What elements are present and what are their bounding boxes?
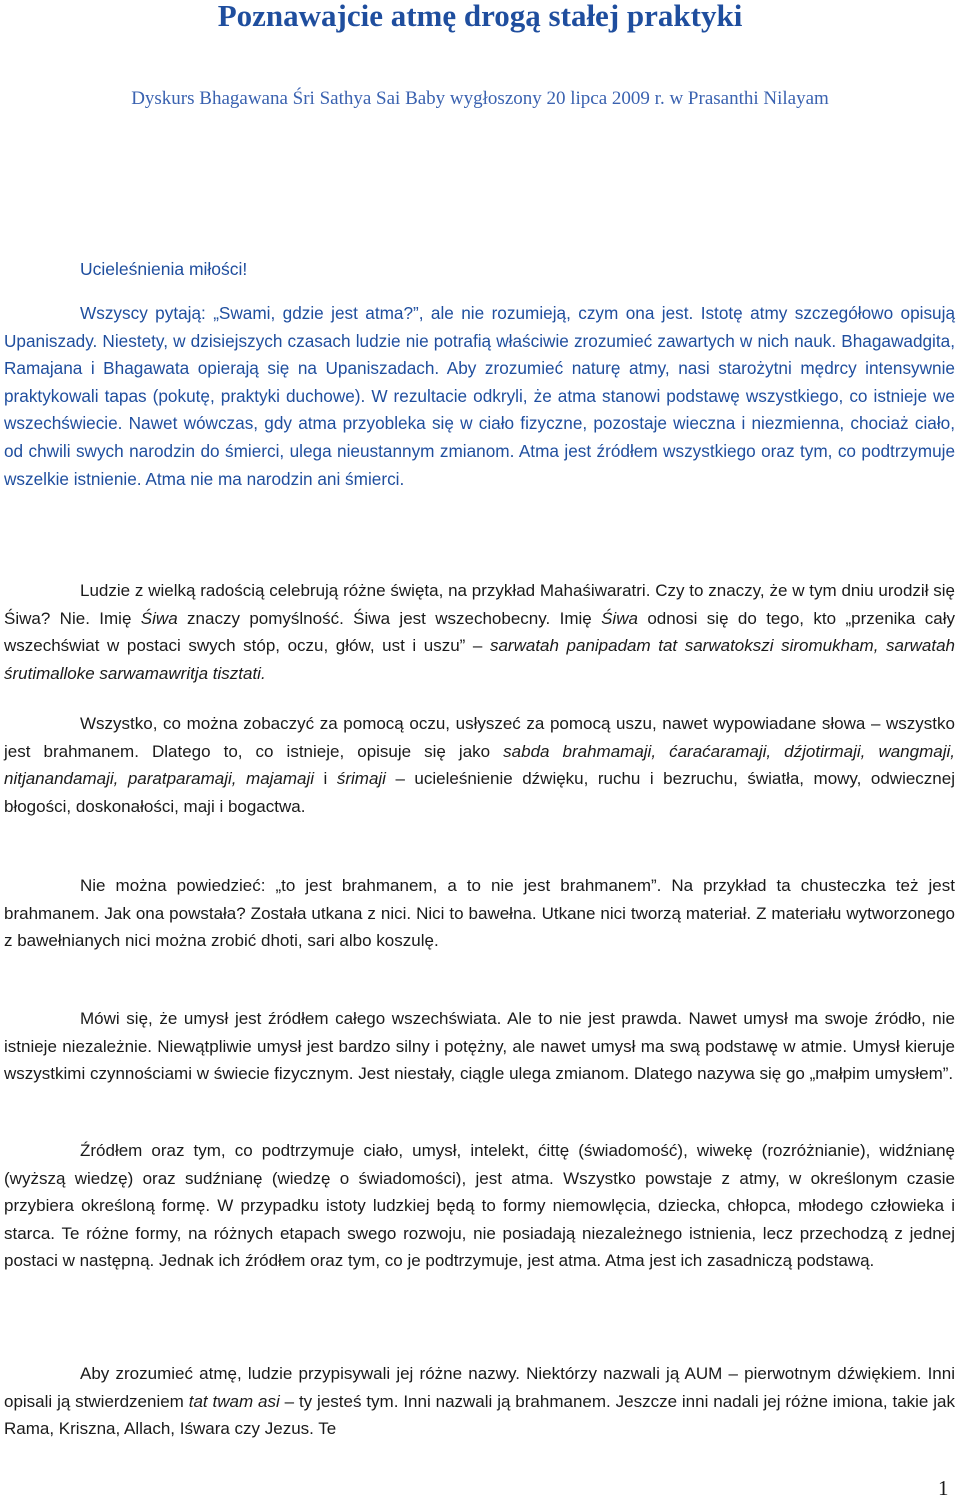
paragraph-3-text-c: – ucieleśnienie dźwięku, ruchu i bezruchu, światła, mowy, odwiecznej błogości, doskonałości, maji i bogactwa. xyxy=(4,769,955,816)
paragraph-5 xyxy=(4,1005,955,1088)
greeting: Ucieleśnienia miłości! xyxy=(80,259,248,279)
paragraph-2-italic-1: Śiwa xyxy=(140,608,178,628)
paragraph-2-text-a: Ludzie z wielką radością celebrują różne święta, na przykład Mahaśiwaratri. Czy to znaczy, że w tym dniu urodził się Śiwa? Nie. Imię xyxy=(4,581,955,628)
paragraph-7 xyxy=(4,1360,955,1443)
paragraph-1 xyxy=(4,300,955,493)
paragraph-2-text-b: znaczy pomyślność. Śiwa jest wszechobecny. Imię xyxy=(177,608,602,628)
paragraph-3-italic-1: sabda brahmamaji, ćaraćaramaji, dźjotirmaji, wangmaji, nitjanandamaji, paratparamaji, majamaji xyxy=(4,741,955,789)
paragraph-4-text: Nie można powiedzieć: „to jest brahmanem, a to nie jest brahmanem”. Na przykład ta chusteczka też jest brahmanem. Jak ona powstała? Została utkana z nici. Nici to bawełna. Utkane nici tworzą materiał. Z materiału wytworzonego z bawełnianych nici można zrobić dhoti, sari albo koszulę. xyxy=(4,876,955,951)
paragraph-2 xyxy=(4,577,955,687)
page-number: 1 xyxy=(938,1476,949,1500)
paragraph-3-text-b: i xyxy=(314,769,337,789)
paragraph-7-text-b: – ty jesteś tym. Inni nazwali ją brahmanem. Jeszcze inni nadali jej różne imiona, takie jak Rama, Kriszna, Allach, Iśwara czy Jezus. Te xyxy=(4,1391,955,1439)
paragraph-7-italic-1: tat twam asi xyxy=(188,1391,280,1411)
paragraph-3-text-a: Wszystko, co można zobaczyć za pomocą oczu, usłyszeć za pomocą uszu, nawet wypowiadane słowa – wszystko jest brahmanem. Dlatego to, co istnieje, opisuje się jako xyxy=(4,714,955,761)
paragraph-6 xyxy=(4,1137,955,1275)
paragraph-4 xyxy=(4,872,955,955)
paragraph-3 xyxy=(4,710,955,820)
page-title: Poznawajcie atmę drogą stałej praktyki xyxy=(217,0,743,33)
paragraph-1-text: Wszyscy pytają: „Swami, gdzie jest atma?”, ale nie rozumieją, czym ona jest. Istotę atmy szczegółowo opisują Upaniszady. Niestety, w dzisiejszych czasach ludzie nie potrafią właściwie zrozumieć zawartych w nich nauk. Bhagawadgita, Ramajana i Bhagawata opierają się na Upaniszadach. Aby zrozumieć naturę atmy, nasi starożytni mędrcy intensywnie praktykowali tapas (pokutę, praktyki duchowe). W rezultacie odkryli, że atma stanowi podstawę wszystkiego, co istnieje we wszechświecie. Nawet wówczas, gdy atma przyobleka się w ciało fizyczne, pozostaje wieczna i niezmienna, chociaż ciało, od chwili swych narodzin do śmierci, ulega nieustannym zmianom. Atma jest źródłem wszystkiego oraz tym, co podtrzymuje wszelkie istnienie. Atma nie ma narodzin ani śmierci. xyxy=(4,303,955,489)
paragraph-2-italic-2: Śiwa xyxy=(601,608,638,628)
paragraph-3-italic-2: śrimaji xyxy=(336,769,386,789)
paragraph-2-text-c: odnosi się do tego, kto „przenika cały wszechświat w postaci swych stóp, oczu, głów, ust i uszu” – xyxy=(4,608,955,656)
subtitle: Dyskurs Bhagawana Śri Sathya Sai Baby wygłoszony 20 lipca 2009 r. w Prasanthi Nilayam xyxy=(131,88,829,109)
paragraph-7-text-a: Aby zrozumieć atmę, ludzie przypisywali jej różne nazwy. Niektórzy nazwali ją AUM – pierwotnym dźwiękiem. Inni opisali ją stwierdzeniem xyxy=(4,1364,955,1411)
paragraph-5-text: Mówi się, że umysł jest źródłem całego wszechświata. Ale to nie jest prawda. Nawet umysł ma swoje źródło, nie istnieje niezależnie. Niewątpliwie umysł jest bardzo silny i potężny, ale nawet umysł ma swą podstawę w atmie. Umysł kieruje wszystkimi czynnościami w świecie fizycznym. Jest niestały, ciągle ulega zmianom. Dlatego nazywa się go „małpim umysłem”. xyxy=(4,1009,955,1084)
paragraph-6-text: Źródłem oraz tym, co podtrzymuje ciało, umysł, intelekt, ćittę (świadomość), wiwekę (rozróżnianie), widźnianę (wyższą wiedzę) oraz sudźnianę (wiedzę o świadomości), jest atma. Wszystko powstaje z atmy, w określonym czasie przybiera określoną formę. W przypadku istoty ludzkiej będą to formy niemowlęcia, dziecka, chłopca, młodego człowieka i starca. Te różne formy, na różnych etapach swego rozwoju, nie posiadają niezależnego istnienia, lecz przechodzą z jednej postaci w następną. Jednak ich źródłem oraz tym, co je podtrzymuje, jest atma. Atma jest ich zasadniczą podstawą. xyxy=(4,1141,955,1271)
paragraph-2-italic-3: sarwatah panipadam tat sarwatokszi siromukham, sarwatah śrutimalloke sarwamawritja tisztati. xyxy=(4,636,955,683)
